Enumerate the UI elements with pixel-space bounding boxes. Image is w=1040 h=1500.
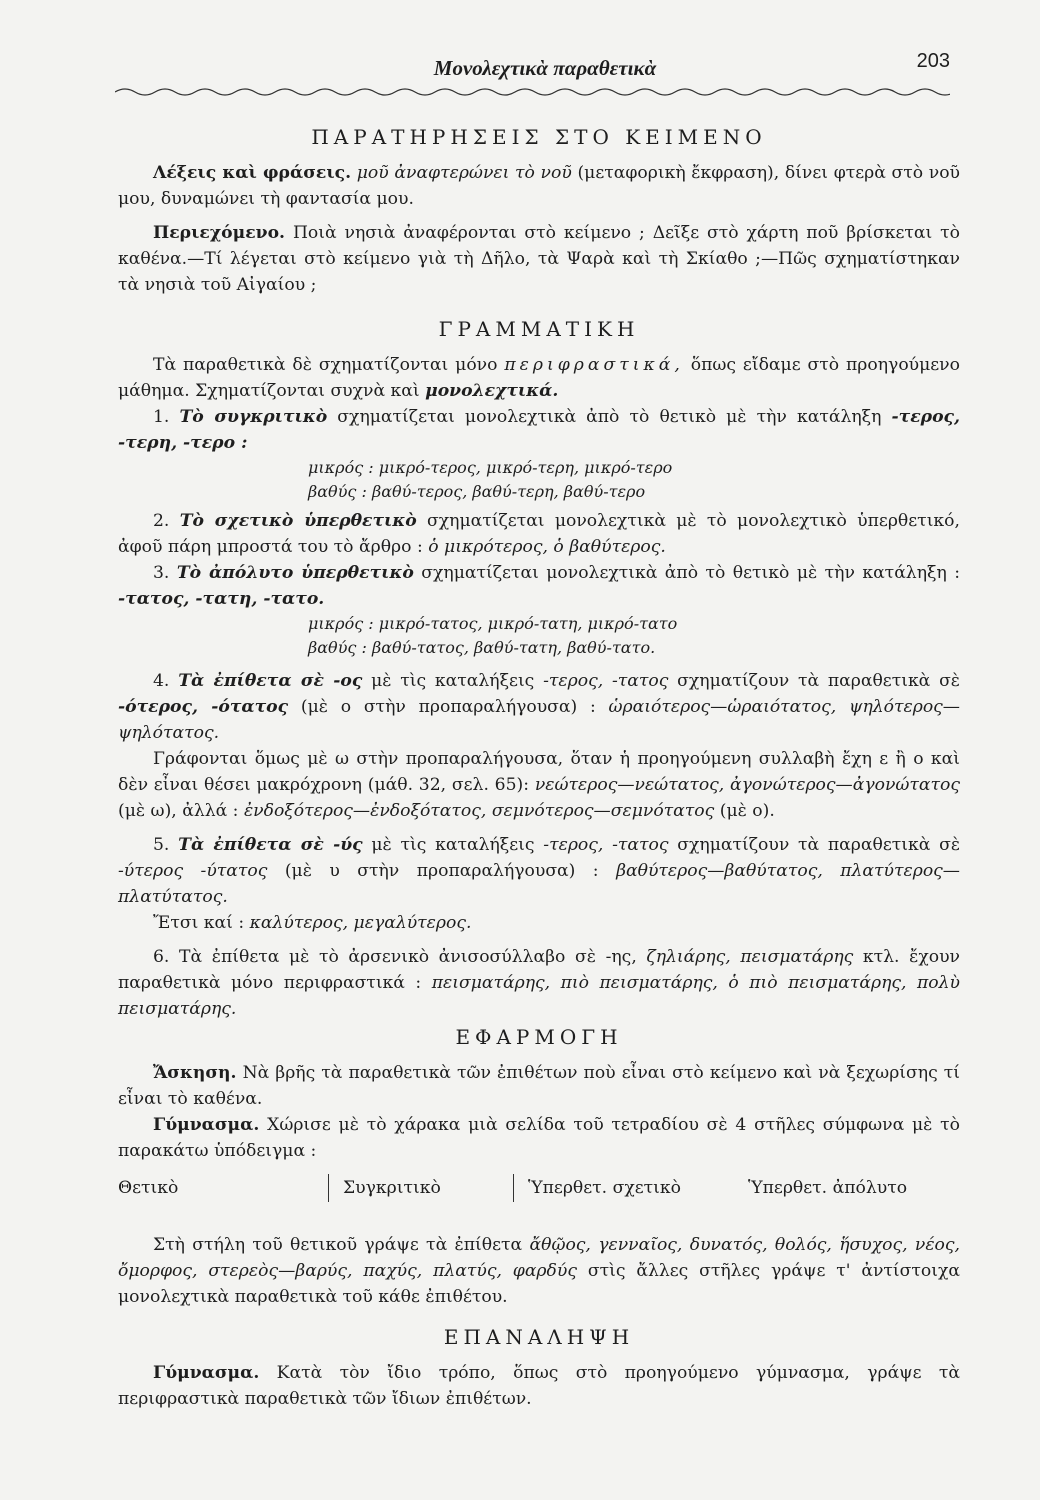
example-line: βαθύς : βαθύ-τερος, βαθύ-τερη, βαθύ-τερο (308, 482, 646, 501)
application-title: ΕΦΑΡΜΟΓΗ (455, 1025, 623, 1049)
grammar-intro-text-2: ὅπως εἴδαμε στὸ προηγούμενο μάθημα. Σχηματίζονται συχνὰ καὶ (118, 355, 960, 401)
drill-label: Γύμνασμα. (153, 1115, 260, 1135)
rule-number: 4. (153, 671, 170, 691)
rule-3 (118, 560, 960, 612)
rule-label: Τὰ ἐπίθετα σὲ -ύς (178, 835, 363, 855)
review-text: Κατὰ τὸν ἴδιο τρόπο, ὅπως στὸ προηγούμενο γύμνασμα, γράψε τὰ περιφραστικὰ παραθετικὰ τῶν ἴδιων ἐπιθέτων. (118, 1363, 960, 1409)
rule-examples: ζηλιάρης, πεισματάρης (646, 947, 854, 967)
rule-5 (118, 832, 960, 910)
rule-label: Τὰ ἐπίθετα σὲ -ος (178, 671, 363, 691)
lexeis-text: (μεταφορικὴ ἔκφραση), δίνει φτερὰ στὸ νοῦ μου, δυναμώνει τὴ φαντασία μου. (118, 163, 961, 209)
rule-examples: ὁ μικρότερος, ὁ βαθύτερος. (428, 537, 666, 557)
rule-number: 2. (153, 511, 170, 531)
rule-number: 3. (153, 563, 170, 583)
grammar-intro (118, 352, 960, 404)
rule-text: σχηματίζεται μονολεχτικὰ ἀπὸ τὸ θετικὸ μὲ τὴν κατάληξη (337, 407, 882, 427)
rule-4 (118, 668, 960, 746)
instruction-words: ἄθῷος, γενναῖος, δυνατός, θολός, ἥσυχος, νέος, ὄμορφος, στερεὸς—βαρύς, παχύς, πλατύς, φαρδύς (118, 1235, 960, 1281)
grammar-intro-text: Τὰ παραθετικὰ δὲ σχηματίζονται μόνο (153, 355, 498, 375)
grammar-title: ΓΡΑΜΜΑΤΙΚΗ (438, 317, 640, 341)
column-positive: Θετικὸ (118, 1178, 179, 1198)
rule-text: Ἔτσι καί : (153, 913, 245, 933)
rule-5-note (118, 910, 960, 936)
instruction-text: Στὴ στήλη τοῦ θετικοῦ γράψε τὰ ἐπίθετα (153, 1235, 523, 1255)
exercise-label: Ἄσκηση. (153, 1063, 237, 1083)
lexeis-phrase: μοῦ ἀναφτερώνει τὸ νοῦ (356, 163, 572, 183)
rule-endings: -τερος, -τατος (543, 671, 669, 691)
page-header (115, 46, 950, 106)
review-title: ΕΠΑΝΑΛΗΨΗ (443, 1325, 635, 1349)
rule-number: 6. (153, 947, 170, 967)
rule-text: κτλ. ἔχουν παραθετικὰ μόνο περιφραστικά : (118, 947, 961, 993)
review-paragraph (118, 1360, 960, 1412)
rule-forms: -ότερος, -ότατος (118, 697, 289, 717)
rule-4-note (118, 746, 960, 824)
monolectic-word: μονολεχτικά. (425, 381, 559, 401)
content-paragraph (118, 220, 960, 298)
exercise-paragraph (118, 1060, 960, 1112)
review-label: Γύμνασμα. (153, 1363, 260, 1383)
content-label: Περιεχόμενο. (153, 223, 286, 243)
wavy-rule (115, 84, 950, 98)
rule-examples: βαθύτερος—βαθύτατος, πλατύτερος—πλατύτατος. (118, 861, 960, 907)
running-title: Μονολεχτικὰ παραθετικὰ (433, 56, 657, 80)
rule-examples: ἐνδοξότερος—ἐνδοξότατος, σεμνότερος—σεμνότατος (243, 801, 715, 821)
drill-text: Χώρισε μὲ τὸ χάρακα μιὰ σελίδα τοῦ τετραδίου σὲ 4 στῆλες σύμφωνα μὲ τὸ παρακάτω ὑπόδειγμα : (118, 1115, 960, 1161)
rule-text: σχηματίζεται μονολεχτικὰ ἀπὸ τὸ θετικὸ μὲ τὴν κατάληξη : (421, 563, 960, 583)
rule-text: Τὰ ἐπίθετα μὲ τὸ ἀρσενικὸ ἀνισοσύλλαβο σὲ -ης, (179, 947, 637, 967)
rule-text: σχηματίζουν τὰ παραθετικὰ σὲ (677, 671, 961, 691)
rule-examples: νεώτερος—νεώτατος, ἀγονώτερος—ἀγονώτατος (534, 775, 961, 795)
column-relative-superlative: Ὑπερθετ. σχετικὸ (513, 1174, 728, 1202)
rule-text: (μὲ ο στὴν προπαραλήγουσα) : (300, 697, 596, 717)
rule-label: Τὸ ἀπόλυτο ὑπερθετικὸ (176, 563, 414, 583)
page-number: 203 (916, 50, 950, 72)
lexeis-label: Λέξεις καὶ φράσεις. (153, 163, 352, 183)
rule-label: Τὸ σχετικὸ ὑπερθετικὸ (179, 511, 417, 531)
rule-endings: -τερος, -τατος (543, 835, 669, 855)
drill-paragraph (118, 1112, 960, 1164)
rule-examples: πεισματάρης, πιὸ πεισματάρης, ὁ πιὸ πεισματάρης, πολὺ πεισματάρης. (118, 973, 960, 1019)
rule-text: σχηματίζεται μονολεχτικὰ μὲ τὸ μονολεχτικὸ ὑπερθετικό, ἀφοῦ πάρη μπροστά του τὸ ἄρθρο : (118, 511, 960, 557)
rule-2 (118, 508, 960, 560)
rule-text: σχηματίζουν τὰ παραθετικὰ σὲ (677, 835, 961, 855)
rule-1 (118, 404, 960, 456)
rule-forms: -ύτερος -ύτατος (118, 861, 268, 881)
rule-endings: -τατος, -τατη, -τατο. (118, 589, 325, 609)
observations-title: ΠΑΡΑΤΗΡΗΣΕΙΣ ΣΤΟ ΚΕΙΜΕΝΟ (311, 125, 767, 149)
rule-label: Τὸ συγκριτικὸ (179, 407, 328, 427)
rule-number: 5. (153, 835, 170, 855)
page-content (118, 118, 960, 1412)
rule-examples: καλύτερος, μεγαλύτερος. (249, 913, 472, 933)
content-text: Ποιὰ νησιὰ ἀναφέρονται στὸ κείμενο ; Δεῖξε στὸ χάρτη ποῦ βρίσκεται τὸ καθένα.—Τί λέγεται στὸ κείμενο γιὰ τὴ Δῆλο, τὰ Ψαρὰ καὶ τὴ Σκίαθο ;—Πῶς σχηματίστηκαν τὰ νησιὰ τοῦ Αἰγαίου ; (118, 223, 960, 295)
rule-text: Γράφονται ὅμως μὲ ω στὴν προπαραλήγουσα, ὅταν ἡ προηγούμενη συλλαβὴ ἔχη ε ἢ ο καὶ δὲν εἶναι θέσει μακρόχρονη (μάθ. 32, σελ. 65): (118, 749, 960, 795)
example-line: μικρός : μικρό-τερος, μικρό-τερη, μικρό-τερο (308, 458, 673, 477)
rule-6 (118, 944, 960, 1022)
rule-text: (μὲ ο). (719, 801, 775, 821)
rule-examples: ὡραιότερος—ὡραιότατος, ψηλότερος—ψηλότατος. (118, 697, 960, 743)
rule-endings: -τερος, -τερη, -τερο : (118, 407, 961, 453)
example-line: μικρός : μικρό-τατος, μικρό-τατη, μικρό-τατο (308, 614, 678, 633)
example-line: βαθύς : βαθύ-τατος, βαθύ-τατη, βαθύ-τατο. (308, 638, 656, 657)
rule-text: μὲ τὶς καταλήξεις (371, 835, 535, 855)
instruction-paragraph (118, 1232, 960, 1310)
exercise-text: Νὰ βρῆς τὰ παραθετικὰ τῶν ἐπιθέτων ποὺ εἶναι στὸ κείμενο καὶ νὰ ξεχωρίσης τί εἶναι τὸ καθένα. (118, 1063, 960, 1109)
rule-number: 1. (153, 407, 170, 427)
column-absolute-superlative: Ὑπερθετ. ἀπόλυτο (748, 1178, 908, 1198)
periphrastic-word: περιφραστικά, (504, 355, 684, 375)
rule-text: (μὲ ω), ἀλλά : (118, 801, 239, 821)
rule-text: (μὲ υ στὴν προπαραλήγουσα) : (284, 861, 599, 881)
instruction-text: στὶς ἄλλες στῆλες γράψε τ' ἀντίστοιχα μονολεχτικὰ παραθετικὰ τοῦ κάθε ἐπιθέτου. (118, 1261, 960, 1307)
rule-text: μὲ τὶς καταλήξεις (371, 671, 535, 691)
lexeis-paragraph (118, 160, 960, 212)
column-comparative: Συγκριτικὸ (328, 1174, 513, 1202)
column-template (118, 1174, 960, 1202)
